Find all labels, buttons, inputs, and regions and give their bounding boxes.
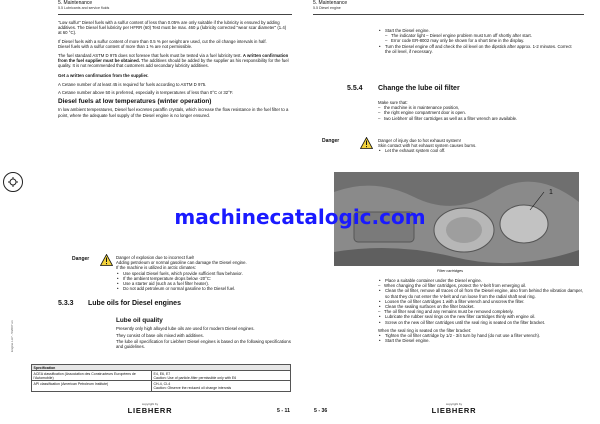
danger-line: Danger of injury due to hot exhaust system! bbox=[378, 138, 461, 143]
make-sure-list bbox=[378, 105, 578, 121]
top-bullet-list bbox=[378, 44, 578, 54]
left-footer-brand bbox=[120, 402, 180, 416]
intro-paragraph: "Low sulfur" Diesel fuels with a sulfur content of less than 0.05% are only suitable if the lubricity is ensured by adding additives. The Diesel fuel lubricity per HFRR (60) Test must be max. 460 µ (lubricity corrected "wear scar diameter" (1.4) at 60 °C). bbox=[58, 20, 287, 36]
page-number: 5 - 36 bbox=[314, 408, 328, 414]
left-page-header bbox=[58, 1, 292, 15]
step-item: • Screw on the new oil filter cartridges until the seal ring is seated on the filter bracket. bbox=[378, 320, 583, 325]
side-vertical-label: Engine LH7 - 5/2007 en bbox=[10, 320, 14, 352]
left-danger-block bbox=[116, 255, 292, 291]
procedure-list bbox=[378, 288, 583, 309]
spec-cell: API classification (American Petroleum Institute) bbox=[32, 381, 152, 391]
liebherr-logo: LIEBHERR bbox=[431, 406, 477, 415]
lube-quality-heading: Lube oil quality bbox=[116, 317, 163, 324]
lube-paragraph: Presently only high alloyed lube oils are used for modern Diesel engines. bbox=[116, 326, 255, 332]
fuel-standard-rest: The additives should be added by the supplier as his responsibility for the fuel quality. It is not recommended that customers add secondary lubricity additives. bbox=[58, 58, 289, 69]
page-number: 5 - 11 bbox=[277, 408, 290, 414]
right-danger-block bbox=[378, 138, 578, 154]
lube-paragraph: The lube oil specification for Liebherr Diesel engines is based on the following specifications and guidelines. bbox=[116, 338, 291, 349]
danger-bullet: • Use special Diesel fuels, which provide sufficient flow behavior. bbox=[116, 271, 292, 276]
spec-value-cell: E4, E6, E7 Caution: Use of particle-filter permissible only with E6 bbox=[152, 371, 291, 381]
warning-triangle-icon bbox=[360, 137, 373, 149]
make-sure-label: Make sure that: bbox=[378, 100, 408, 105]
final-steps-list bbox=[378, 333, 583, 343]
step-subitem: – The indicator light – Diesel engine problem must turn off shortly after start. bbox=[385, 33, 578, 38]
step-subitem: – When changing the oil filter cartridges, protect the V-belt from emerging oil. bbox=[378, 283, 583, 288]
step-item: • Start the Diesel engine. bbox=[378, 28, 578, 33]
spec-table bbox=[31, 364, 291, 392]
spec-cell: ACEA classification (Association des Constructeurs Européens de l'Automobile) bbox=[32, 371, 152, 381]
danger-line: Danger of explosion due to incorrect fuel! bbox=[116, 255, 195, 260]
low-temp-paragraph: In low ambient temperatures, Diesel fuel excretes paraffin crystals, which increase the flow resistance in the fuel filter to a point, where the adequate fuel supply of the Diesel engine is no longer ensured. bbox=[58, 107, 289, 118]
confirmation-line: Get a written confirmation from the supplier. bbox=[58, 72, 149, 78]
engine-oil-icon bbox=[3, 172, 23, 192]
list-item: – the machine is in maintenance position, bbox=[378, 105, 578, 110]
table-row bbox=[32, 371, 291, 381]
top-dash-list bbox=[385, 33, 578, 43]
danger-label: Danger bbox=[72, 256, 90, 262]
section-title: Change the lube oil filter bbox=[378, 85, 460, 92]
step-item: • Tighten the oil filter cartridge by 1/2 - 3/4 turn by hand (do not use a filter wrench). bbox=[378, 333, 583, 338]
left-header-subtitle: 5.5 Lubricants and service fluids bbox=[58, 6, 110, 10]
list-item: – two Liebherr oil filter cartridges as well as a filter wrench are available. bbox=[378, 116, 578, 121]
fuel-standard-paragraph bbox=[58, 53, 290, 69]
procedure-list bbox=[378, 314, 583, 324]
danger-bullet: • Do not add petroleum or normal gasoline to the Diesel fuel. bbox=[116, 286, 292, 291]
table-row bbox=[32, 381, 291, 391]
danger-label: Danger bbox=[322, 138, 340, 144]
list-item: – the right engine compartment door is open. bbox=[378, 110, 578, 115]
right-footer-brand bbox=[424, 402, 484, 416]
make-sure-block bbox=[378, 100, 578, 121]
svg-text:1: 1 bbox=[549, 189, 553, 196]
section-number: 5.3.3 bbox=[58, 300, 74, 307]
left-header-title: 5. Maintenance bbox=[58, 0, 93, 6]
spec-value-cell: CH-4, CI-4 Caution: Observe the reduced oil change intervals bbox=[152, 381, 291, 391]
step-item: • Place a suitable container under the Diesel engine. bbox=[378, 278, 583, 283]
fuel-standard-text: The fuel standard ASTM D 975 does not foresee that fuels must be tested via a fuel lubricity test. bbox=[58, 53, 242, 59]
danger-bullet: • Let the exhaust system cool off. bbox=[378, 148, 578, 153]
right-page-header bbox=[313, 1, 584, 15]
step-item: • Clean the sealing surfaces on the filter bracket. bbox=[378, 304, 583, 309]
lube-paragraph: They consist of base oils mixed with additives. bbox=[116, 333, 204, 339]
low-temp-heading: Diesel fuels at low temperatures (winter operation) bbox=[58, 98, 212, 106]
danger-bullet: • If the ambient temperature drops below -20°C: bbox=[116, 276, 292, 281]
danger-line: If the machine is utilized in arctic climates: bbox=[116, 265, 197, 271]
danger-bullet: • Use a starter aid (such as a fuel filter heater). bbox=[116, 281, 292, 286]
top-steps-block bbox=[378, 28, 578, 54]
danger-line: Adding petroleum or normal gasoline can damage the Diesel engine. bbox=[116, 260, 247, 266]
procedure-block bbox=[378, 278, 583, 343]
liebherr-logo: LIEBHERR bbox=[127, 406, 173, 415]
step-item: • Lubricate the rubber seal rings on the new filter cartridges thinly with engine oil. bbox=[378, 314, 583, 319]
lube-oil-block bbox=[116, 318, 292, 349]
step-item: • Start the Diesel engine. bbox=[378, 338, 583, 343]
step-item: • Clean the oil filter, remove all traces of oil from the Diesel engine, also from behind the vibration damper, so that they do not enter the V-belt and run loose from the radial shaft seal ring. bbox=[378, 288, 583, 298]
step-subitem: – The oil filter seal ring and any remains must be removed completely. bbox=[378, 309, 583, 314]
danger-bullet-list bbox=[378, 148, 578, 153]
section-title: Lube oils for Diesel engines bbox=[88, 300, 181, 307]
right-header-subtitle: 5.5 Diesel engine bbox=[313, 6, 341, 10]
intro-block bbox=[58, 20, 290, 118]
step-item: • Loosen the oil filter cartridges 1 with a filter wrench and unscrew the filter. bbox=[378, 299, 583, 304]
intro-paragraph: Diesel fuels with a sulfur content of more than 1 % are not permissible. bbox=[58, 43, 193, 49]
intro-paragraph: If Diesel fuels with a sulfur content of more than 0.5 % per weight are used, cut the oil change intervals in half. bbox=[58, 38, 267, 44]
warning-triangle-icon bbox=[100, 254, 113, 266]
photo-caption: Filter cartridges bbox=[436, 269, 464, 273]
danger-line: Skin contact with hot exhaust system causes burns. bbox=[378, 143, 477, 149]
cetane-paragraph: A Cetane number above 50 is preferred, especially in temperatures of less than 0°C or 32°F. bbox=[58, 90, 234, 96]
step-subitem: – Error code ER-8002 may only be shown for a short time in the display. bbox=[385, 38, 578, 43]
fuel-standard-bold: A written confirmation from the fuel supplier must be obtained. bbox=[58, 53, 289, 64]
copyright-text: copyright by bbox=[445, 402, 463, 406]
spec-table-header: Specification bbox=[32, 365, 291, 371]
cetane-paragraph: A Cetane number of at least 45 is required for fuels according to ASTM D 975. bbox=[58, 81, 207, 87]
danger-bullet-list bbox=[116, 271, 292, 292]
watermark-text: machinecatalogic.com bbox=[174, 205, 426, 229]
step-item: • Turn the Diesel engine off and check the oil level on the dipstick after approx. 1-2 minutes. Correct the oil level, if necessary. bbox=[378, 44, 578, 54]
section-number: 5.5.4 bbox=[347, 85, 363, 92]
copyright-text: copyright by bbox=[141, 402, 159, 406]
right-header-title: 5. Maintenance bbox=[313, 0, 348, 6]
seal-note: When the seal ring is seated on the filter bracket: bbox=[378, 327, 472, 333]
